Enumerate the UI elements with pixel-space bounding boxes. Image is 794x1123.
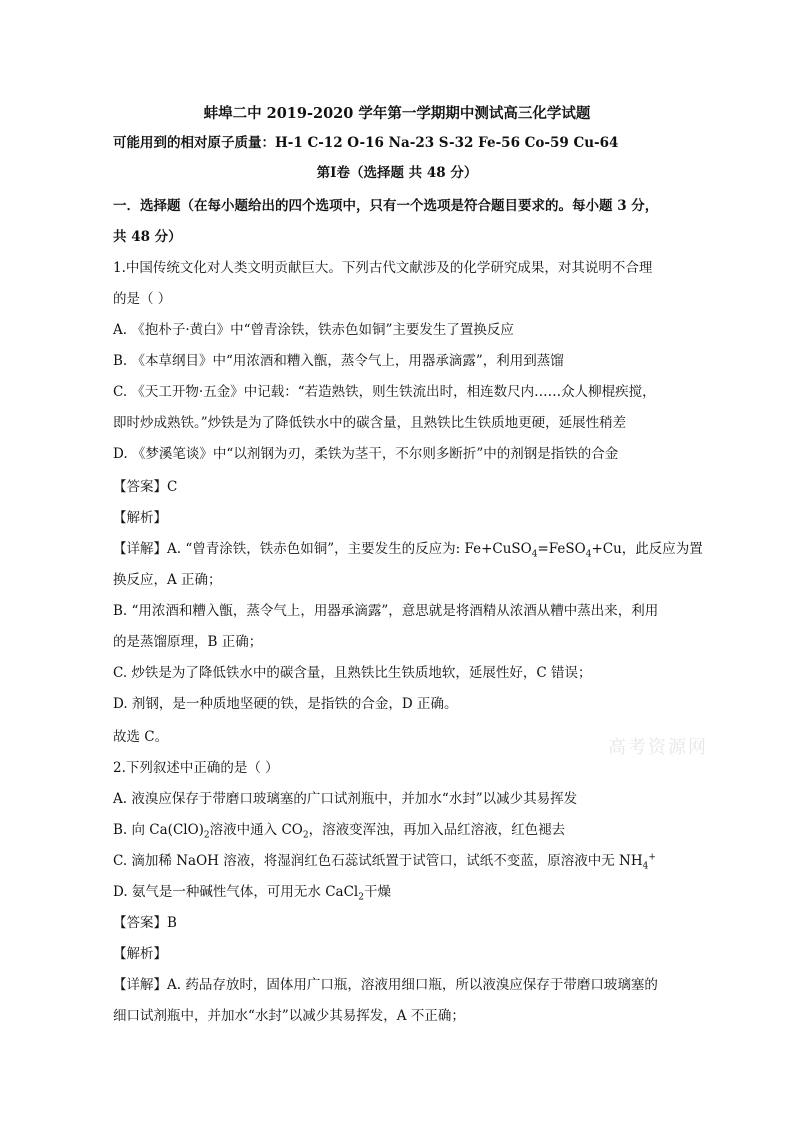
section-heading-line2: 共 48 分）	[113, 229, 182, 245]
q1-stem-line1: 1.中国传统文化对人类文明贡献巨大。下列古代文献涉及的化学研究成果，对其说明不合理	[113, 260, 653, 276]
q1-option-b: B. 《本草纲目》中“用浓酒和糟入甑，蒸令气上，用器承滴露”，利用到蒸馏	[113, 353, 564, 369]
q1-option-c-line1: C. 《天工开物·五金》中记载：“若造熟铁，则生铁流出时，相连数尺内……众人柳棍疾搅，	[113, 384, 656, 400]
q1-conclusion: 故选 C。	[113, 729, 169, 745]
q2-analysis-label: 【解析】	[113, 946, 167, 962]
q2-detail-a-line1: 【详解】A. 药品存放时，固体用广口瓶，溶液用细口瓶，所以液溴应保存于带磨口玻璃塞的	[113, 977, 658, 993]
q2-option-d: D. 氨气是一种碱性气体，可用无水 CaCl$_2$干燥	[113, 884, 391, 903]
q2-option-c: C. 滴加稀 NaOH 溶液，将湿润红色石蕊试纸置于试管口，试纸不变蓝，原溶液中无 $NH_4^+$	[113, 852, 656, 872]
part-title: 第Ⅰ卷（选择题 共 48 分）	[316, 165, 478, 181]
q1-detail-d: D. 剂钢，是一种质地坚硬的铁，是指铁的合金，D 正确。	[113, 696, 458, 712]
q1-stem-line2: 的是（ ）	[113, 291, 172, 307]
q1-detail-b-line1: B. “用浓酒和糟入甑，蒸令气上，用器承滴露”，意思就是将酒精从浓酒从糟中蒸出来，利用	[113, 603, 659, 619]
q2-detail-a-line2: 细口试剂瓶中，并加水“水封”以减少其易挥发，A 不正确；	[113, 1008, 465, 1024]
q1-answer: 【答案】C	[113, 479, 178, 495]
atomic-masses: 可能用到的相对原子质量：H-1 C-12 O-16 Na-23 S-32 Fe-56 Co-59 Cu-64	[113, 135, 619, 151]
q2-option-a: A. 液溴应保存于带磨口玻璃塞的广口试剂瓶中，并加水“水封”以减少其易挥发	[113, 791, 578, 807]
watermark: 高考资源网	[608, 737, 708, 758]
q1-detail-a-line2: 换反应，A 正确；	[113, 572, 222, 588]
section-heading-line1: 一．选择题（在每小题给出的四个选项中，只有一个选项是符合题目要求的。每小题 3 分，	[113, 198, 659, 214]
q1-analysis-label: 【解析】	[113, 510, 167, 526]
q2-option-b: B. 向 $Ca(ClO)_2$溶液中通入 $CO_2$，溶液变浑浊，再加入品红溶液，红色褪去	[113, 822, 566, 841]
q1-detail-c: C. 炒铁是为了降低铁水中的碳含量，且熟铁比生铁质地软，延展性好，C 错误；	[113, 665, 592, 681]
q1-detail-a-line1: 【详解】A. “曾青涂铁，铁赤色如铜”，主要发生的反应为: Fe+CuSO$_4$=FeSO$_4$+Cu，此反应为置	[113, 541, 703, 560]
q1-option-a: A. 《抱朴子·黄白》中“曾青涂铁，铁赤色如铜”主要发生了置换反应	[113, 322, 514, 338]
q1-option-c-line2: 即时炒成熟铁。”炒铁是为了降低铁水中的碳含量，且熟铁比生铁质地更硬，延展性稍差	[113, 415, 627, 431]
exam-title: 蚌埠二中 2019-2020 学年第一学期期中测试高三化学试题	[203, 105, 591, 122]
q1-detail-b-line2: 的是蒸馏原理，B 正确；	[113, 634, 263, 650]
q2-stem: 2.下列叙述中正确的是（ ）	[113, 760, 279, 776]
q2-answer: 【答案】B	[113, 915, 177, 931]
q1-option-d: D. 《梦溪笔谈》中“以剂钢为刃，柔铁为茎干，不尔则多断折”中的剂钢是指铁的合金	[113, 446, 619, 462]
